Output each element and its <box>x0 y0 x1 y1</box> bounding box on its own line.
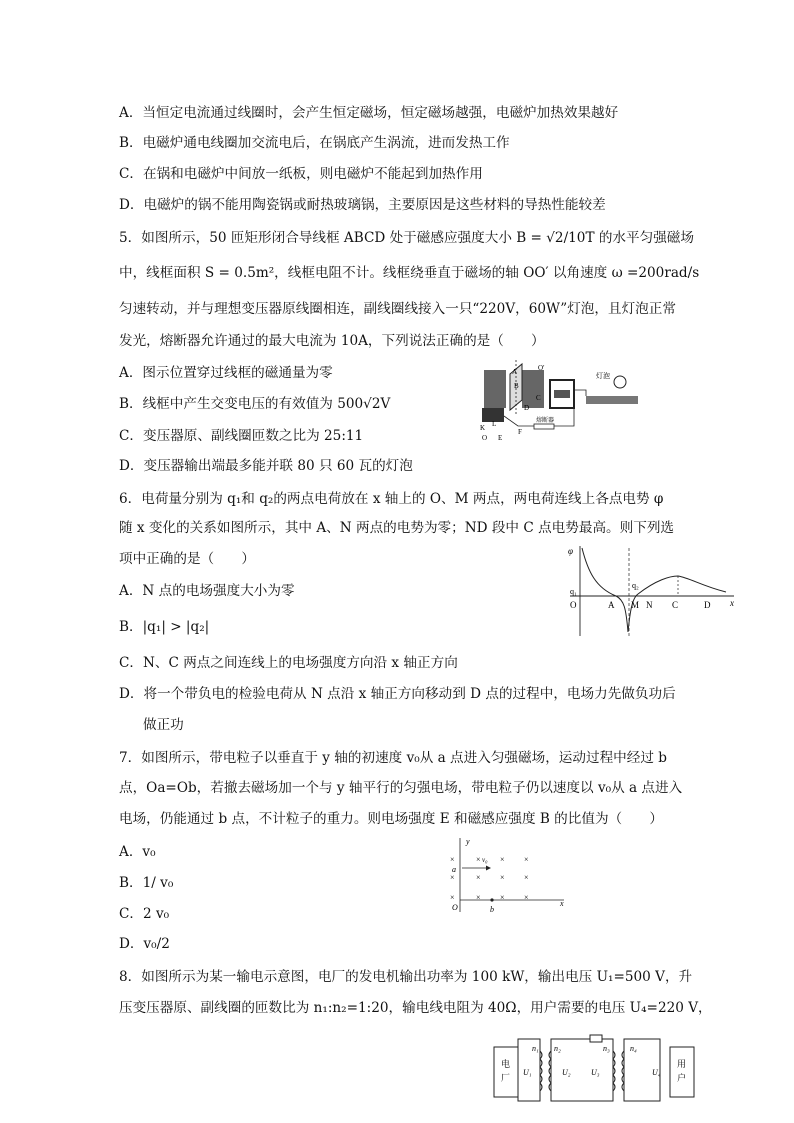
q6-option-c: C．N、C 两点之间连线上的电场强度方向沿 x 轴正方向 <box>119 655 458 671</box>
point-o: O <box>570 600 577 610</box>
x-label: x <box>730 598 734 608</box>
x-axis-label: x <box>560 899 564 908</box>
label-u4: U₄ <box>652 1068 661 1077</box>
cross: × <box>500 873 505 882</box>
q2-label: q₂ <box>632 581 639 590</box>
plant-char-2: 厂 <box>501 1073 511 1083</box>
plant-char-1: 电 <box>501 1059 511 1069</box>
q7-option-d: D．v₀/2 <box>119 936 170 952</box>
label-o-prime: O′ <box>538 364 545 372</box>
user-char-1: 用 <box>677 1059 687 1069</box>
q5-option-c: C．变压器原、副线圈匝数之比为 25:11 <box>119 428 364 444</box>
q5-option-b: B．线框中产生交变电压的有效值为 500√2V <box>119 396 391 412</box>
wire-to-transformer <box>554 408 574 426</box>
q4-option-a: A．当恒定电流通过线圈时，会产生恒定磁场，恒定磁场越强，电磁炉加热效果越好 <box>119 105 619 121</box>
magnet-right-block <box>522 370 544 408</box>
q7-stem-line-2: 点，Oa=Ob，若撤去磁场加一个与 y 轴平行的匀强电场，带电粒子仍以速度以 v₀从 a 点进入 <box>119 780 683 796</box>
q5-stem-line-1: 5．如图所示，50 匝矩形闭合导线框 ABCD 处于磁感应强度大小 B = √2/10T 的水平匀强磁场 <box>119 230 694 246</box>
cross: × <box>450 873 455 882</box>
cross: × <box>524 893 529 902</box>
cross: × <box>476 893 481 902</box>
label-n3: n₃ <box>603 1044 610 1053</box>
label-u2: U₂ <box>562 1068 571 1077</box>
power-plant-box <box>494 1047 518 1097</box>
q8-stem-line-1: 8．如图所示为某一输电示意图，电厂的发电机输出功率为 100 kW，输出电压 U₁=500 V，升 <box>119 969 693 985</box>
label-u3: U₃ <box>591 1068 600 1077</box>
q7-option-a: A．v₀ <box>119 844 156 860</box>
q6-potential-graph <box>566 542 740 638</box>
phi-label: φ <box>568 546 573 556</box>
q7-option-c: C．2 v₀ <box>119 906 170 922</box>
point-a-label: a <box>452 865 456 874</box>
potential-curve <box>582 548 726 632</box>
label-f: F <box>518 428 522 436</box>
wire-to-fuse <box>504 416 534 426</box>
user-char-2: 户 <box>677 1073 687 1083</box>
label-b: B <box>514 382 519 390</box>
cross: × <box>524 855 529 864</box>
label-u1: U₁ <box>523 1068 532 1077</box>
cross: × <box>524 873 529 882</box>
q5-stem-line-3: 匀速转动，并与理想变压器原线圈相连，副线圈线接入一只“220V，60W”灯泡，且灯泡正常 <box>119 301 676 317</box>
q8-transmission-figure <box>492 1033 700 1109</box>
point-c: C <box>672 600 679 610</box>
magnet-left-block <box>484 370 506 408</box>
q7-field-figure <box>446 834 570 914</box>
point-a: A <box>608 600 615 610</box>
cross: × <box>476 873 481 882</box>
lamp-bulb <box>614 376 626 388</box>
transformer-coils <box>554 390 570 398</box>
q4-option-b: B．电磁炉通电线圈加交流电后，在锅底产生涡流，进而发热工作 <box>119 135 510 151</box>
q5-stem-line-4: 发光，熔断器允许通过的最大电流为 10A，下列说法正确的是（ ） <box>119 333 545 349</box>
wire-to-lamp <box>574 390 586 396</box>
label-e: E <box>498 434 503 442</box>
velocity-arrowhead <box>486 866 491 871</box>
q6-stem-line-2: 随 x 变化的关系如图所示，其中 A、N 两点的电势为零；ND 段中 C 点电势最高。则下列选 <box>119 520 675 536</box>
label-n4: n₄ <box>630 1044 637 1053</box>
lamp-label: 灯泡 <box>596 372 610 380</box>
q6-option-d-cont: 做正功 <box>143 717 184 733</box>
label-n1: n₁ <box>532 1044 539 1053</box>
point-m: M <box>631 600 640 610</box>
q7-stem-line-1: 7．如图所示，带电粒子以垂直于 y 轴的初速度 v₀从 a 点进入匀强磁场，运动过程中经过 b <box>119 750 667 766</box>
label-k: K <box>480 424 486 432</box>
lamp-base <box>586 396 638 404</box>
origin-label: O <box>452 903 458 912</box>
q1-label: q₁ <box>570 587 577 596</box>
point-b-label: b <box>490 905 494 914</box>
y-axis-label: y <box>466 837 470 846</box>
q7-option-b: B．1/ v₀ <box>119 875 174 891</box>
label-n2: n₂ <box>554 1044 561 1053</box>
label-c: C <box>536 394 541 402</box>
point-n: N <box>646 600 653 610</box>
q6-stem-line-3: 项中正确的是（ ） <box>119 551 255 567</box>
cross: × <box>476 855 481 864</box>
line-resistor <box>590 1035 602 1042</box>
fuse <box>534 424 554 429</box>
point-d: D <box>704 600 711 610</box>
q5-stem-line-2: 中，线框面积 S = 0.5m²，线框电阻不计。线框绕垂直于磁场的轴 OO′ 以角速度 ω =200rad/s <box>119 265 700 281</box>
q5-generator-figure <box>478 360 658 442</box>
q5-option-d: D．变压器输出端最多能并联 80 只 60 瓦的灯泡 <box>119 458 413 474</box>
field-crosses <box>450 855 529 902</box>
q8-stem-line-2: 压变压器原、副线圈的匝数比为 n₁:n₂=1:20，输电线电阻为 40Ω，用户需要的电压 U₄=220 V， <box>119 1000 712 1016</box>
q6-option-d: D．将一个带负电的检验电荷从 N 点沿 x 轴正方向移动到 D 点的过程中，电场力先做负功后 <box>119 686 676 702</box>
label-l: L <box>492 420 497 428</box>
q6-option-a: A．N 点的电场强度大小为零 <box>119 583 295 599</box>
label-o: O <box>482 434 488 442</box>
q4-option-c: C．在锅和电磁炉中间放一纸板，则电磁炉不能起到加热作用 <box>119 166 483 182</box>
cross: × <box>500 893 505 902</box>
q5-option-a: A．图示位置穿过线框的磁通量为零 <box>119 365 333 381</box>
q4-option-d: D．电磁炉的锅不能用陶瓷锅或耐热玻璃锅，主要原因是这些材料的导热性能较差 <box>119 197 606 213</box>
q6-option-b: B．|q₁| > |q₂| <box>119 619 210 635</box>
user-box <box>670 1047 694 1097</box>
v0-label: v₀ <box>482 856 488 864</box>
point-b-dot <box>490 898 493 901</box>
fuse-label: 熔断器 <box>536 418 555 424</box>
q6-stem-line-1: 6．电荷量分别为 q₁和 q₂的两点电荷放在 x 轴上的 O、M 两点，两电荷连线上各点电势 φ <box>119 491 664 507</box>
label-a: A <box>512 368 518 376</box>
cross: × <box>450 893 455 902</box>
q7-stem-line-3: 电场，仍能通过 b 点，不计粒子的重力。则电场强度 E 和磁感应强度 B 的比值为（ ） <box>119 811 663 827</box>
cross: × <box>500 855 505 864</box>
label-d: D <box>524 404 530 412</box>
cross: × <box>450 855 455 864</box>
